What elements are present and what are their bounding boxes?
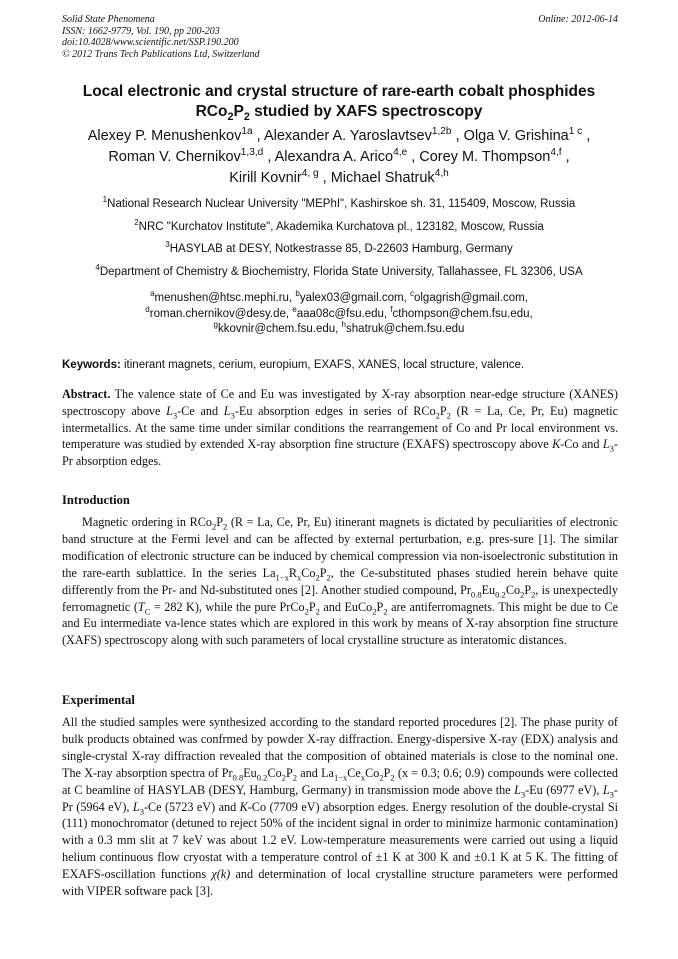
email-line-1: $^a$menushen@htsc.mephi.ru, $^b$yalex03@gmail.com, $^c$olgagrish@gmail.com,	[150, 289, 528, 304]
introduction-paragraph: Magnetic ordering in $RCo_2P_2$ (R = La, Ce, Pr, Eu) itinerant magnets is dictated by peculiarities of electronic band structure at the Fermi level and can be affected by external perturbation, e.g. pres-sure [1]. The similar modification of electronic structure can be induced by chemical compression via non-isoelectronic substitution in the rare-earth sublattice. In the series $La_{1-x}R_xCo_2P_2$, the Ce-substituted phases studied herein behave quite differently from the Pr- and Nd-substituted ones [2]. Another studied compound, $Pr_{0.8}Eu_{0.2}Co_2P_2$, is unexpectedly ferromagnetic ($T_C = 282$ K), while the pure $PrCo_2P_2$ and $EuCo_2P_2$ are antiferromagnets. This might be due to Ce and Eu intermediate va-lence states which are explored in this work by means of X-ray absorption fine structure (XAFS) spectroscopy along with such parameters of local crystalline structure as interatomic distances.	[62, 515, 619, 648]
author-name: Michael Shatruk	[330, 170, 435, 186]
journal-name: Solid State Phenomena	[62, 14, 155, 25]
author-name: Alexander A. Yaroslavtsev	[263, 128, 432, 144]
keywords-label: Keywords:	[62, 359, 121, 371]
introduction-heading: Introduction	[62, 493, 130, 507]
affiliation-1: $^1$National Research Nuclear University "MEPhI", Kashirskoe sh. 31, 115409, Moscow, Russia	[102, 195, 576, 210]
paper-title	[40, 82, 638, 122]
journal-header	[62, 14, 618, 60]
author-name: Alexey P. Menushenkov	[87, 128, 242, 144]
online-date: Online: 2012-06-14	[538, 14, 618, 25]
email-address[interactable]: aaa08c@fsu.edu	[296, 307, 384, 320]
author-list	[40, 126, 638, 189]
author-name: Corey M. Thompson	[419, 149, 551, 165]
experimental-heading: Experimental	[62, 693, 135, 707]
affiliation-4: $^4$Department of Chemistry & Biochemistry, Florida State University, Tallahassee, FL 32306, USA	[95, 262, 583, 278]
author-line-3: Kirill Kovnir$^{4, g}$ , Michael Shatruk$^{4,h}$	[229, 168, 449, 186]
author-line-2: Roman V. Chernikov$^{1,3,d}$ , Alexandra A. Arico$^{4,e}$ , Corey M. Thompson$^{4,f}$ ,	[108, 147, 570, 165]
affiliation-3: $^3$HASYLAB at DESY, Notkestrasse 85, D-22603 Hamburg, Germany	[165, 240, 513, 255]
keywords-text: itinerant magnets, cerium, europium, EXAFS, XANES, local structure, valence.	[120, 359, 525, 371]
email-line-2: $^d$roman.chernikov@desy.de, $^e$aaa08c@fsu.edu, $^f$cthompson@chem.fsu.edu,	[145, 304, 533, 320]
email-address[interactable]: menushen@htsc.mephi.ru	[154, 292, 289, 304]
email-address[interactable]: cthompson@chem.fsu.edu	[392, 307, 530, 320]
email-address[interactable]: shatruk@chem.fsu.edu	[346, 323, 465, 335]
affiliation-2: $^2$NRC "Kurchatov Institute", Akademika Kurchatova pl., 123182, Moscow, Russia	[134, 217, 544, 233]
email-line-3: $^g$kkovnir@chem.fsu.edu, $^h$shatruk@chem.fsu.edu	[213, 320, 465, 335]
abstract: Abstract. The valence state of Ce and Eu was investigated by X-ray absorption near-edge structure (XANES) spectroscopy above $L_3-Ce$ and $L_3-Eu$ absorption edges in series of $RCo_2P_2$ (R = La, Ce, Pr, Eu) magnetic intermetallics. At the same time under similar conditions the rearrangement of Co and Pr local environment vs. temperature was studied by extended X-ray absorption fine structure (EXAFS) spectroscopy above K-Co and $L_3-Pr$ absorption edges.	[62, 387, 618, 469]
affiliations	[30, 196, 648, 286]
author-name: Alexandra A. Arico	[274, 149, 394, 165]
email-address[interactable]: yalex03@gmail.com	[299, 292, 404, 304]
experimental-paragraph: All the studied samples were synthesized according to the standard reported procedures [2]. The phase purity of bulk products obtained was confrmed by powder X-ray diffraction. Energy-dispersive X-ray (EDX) analysis and single-crystal X-ray diffraction revealed that the composition of obtained materials is close to the nominal one. The X-ray absorption spectra of $Pr_{0.8}Eu_{0.2}Co_2P_2$ and $La_{1-x}Ce_xCo_2P_2$ (x = 0.3; 0.6; 0.9) compounds were collected at C beamline of HASYLAB (DESY, Hamburg, Germany) in transmission mode above the $L_3-Eu$ (6977 eV), $L_3-Pr$ (5964 eV), $L_3-Ce$ (5723 eV) and K-Co (7709 eV) absorption edges. Energy resolution of the double-crystal Si (111) monochromator (detuned to reject 50% of the incident signal in order to minimize harmonic contamination) with a 0.3 mm slit at 7 keV was about 1.2 eV. Low-temperature measurements were carried out using a liquid helium continuous flow cryostat with a temperature control of ±1 K at 300 K and ±0.1 K at 5 K. The fitting of EXAFS-oscillation functions χ(k) and determination of local crystalline structure parameters were performed with VIPER software pack [3].	[62, 715, 619, 899]
abstract-label: Abstract.	[62, 387, 111, 401]
email-address[interactable]: roman.chernikov@desy.de	[149, 307, 286, 320]
title-line-1: Local electronic and crystal structure of rare-earth cobalt phosphides	[82, 83, 596, 100]
author-emails	[40, 291, 638, 338]
keywords	[62, 358, 618, 372]
author-name: Roman V. Chernikov	[108, 149, 241, 165]
author-name: Olga V. Grishina	[463, 128, 569, 144]
email-address[interactable]: kkovnir@chem.fsu.edu	[218, 323, 336, 335]
author-line-1: Alexey P. Menushenkov$^{1a}$ , Alexander A. Yaroslavtsev$^{1,2b}$ , Olga V. Grishina$^{1 c}$ ,	[87, 126, 591, 144]
author-name: Kirill Kovnir	[229, 170, 302, 186]
issn-line: ISSN: 1662-9779, Vol. 190, pp 200-203	[62, 25, 220, 37]
doi-line: doi:10.4028/www.scientific.net/SSP.190.200	[62, 37, 239, 48]
copyright-line: © 2012 Trans Tech Publications Ltd, Switzerland	[62, 48, 260, 60]
email-address[interactable]: olgagrish@gmail.com	[413, 292, 525, 304]
title-line-2: $RCo_2P_2$ studied by XAFS spectroscopy	[195, 103, 483, 124]
